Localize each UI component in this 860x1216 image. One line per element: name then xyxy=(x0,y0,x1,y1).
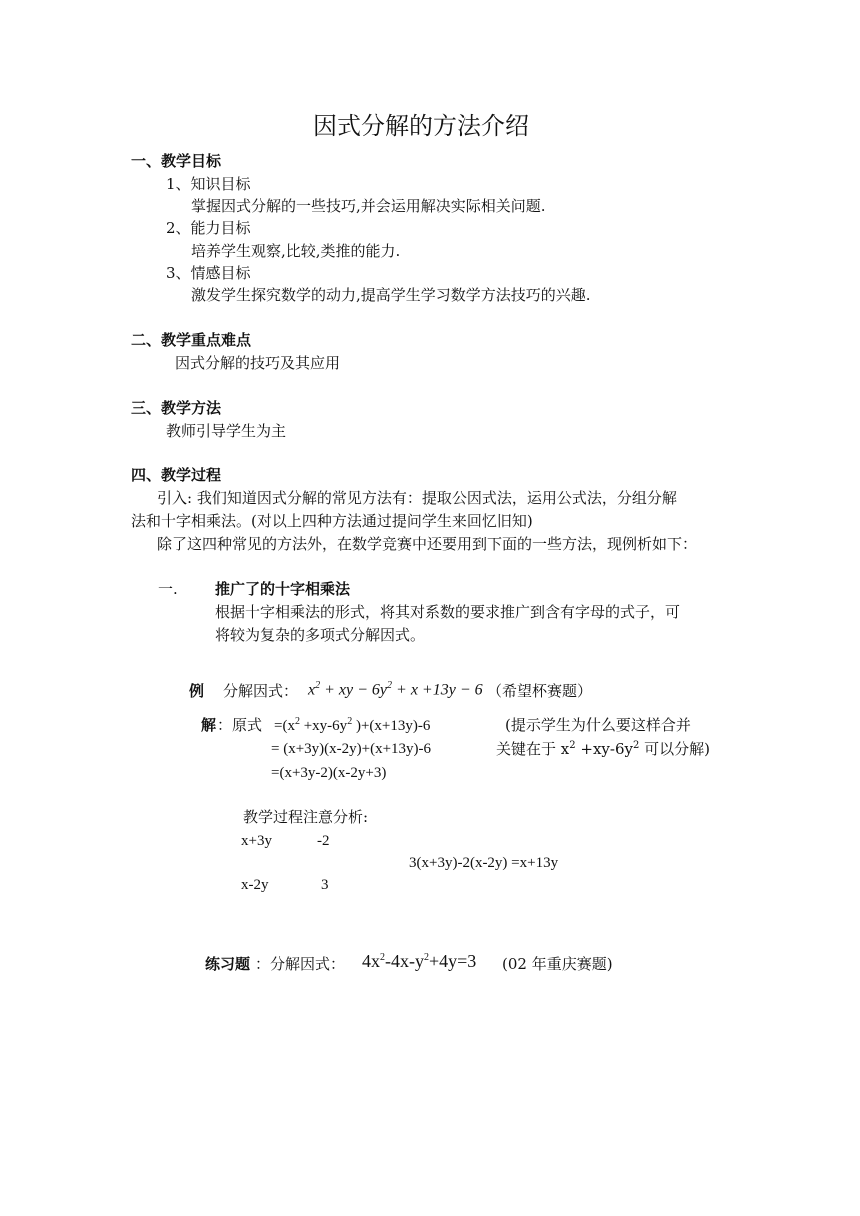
goal-2-text: 培养学生观察,比较,类推的能力. xyxy=(191,242,401,260)
page-title: 因式分解的方法介绍 xyxy=(313,112,529,140)
intro-line-2: 法和十字相乘法。(对以上四种方法通过提问学生来回忆旧知) xyxy=(131,512,533,530)
subsection-number: 一. xyxy=(158,580,178,598)
example-expression: $x^2$ + xy − $6y^2 + x +13y - 6$ xyxy=(308,680,483,699)
goal-1-text: 掌握因式分解的一些技巧,并会运用解决实际相关问题. xyxy=(191,197,546,215)
subsection-text-1: 根据十字相乘法的形式，将其对系数的要求推广到含有字母的式子，可 xyxy=(215,603,681,621)
analysis-title: 教学过程注意分析: xyxy=(243,808,369,826)
section-2-heading: 二、教学重点难点 xyxy=(131,331,252,349)
exercise-source: (02 年重庆赛题) xyxy=(502,955,613,973)
cross-result: 3(x+3y)-2(x-2y) =x+13y xyxy=(409,855,559,871)
goal-3-text: 激发学生探究数学的动力,提高学生学习数学方法技巧的兴趣. xyxy=(191,286,591,304)
cross-r2c2: 3 xyxy=(321,877,329,893)
solution-note-2: 关键在于 $x^2 +xy-6y^2$ 可以分解) xyxy=(496,740,710,758)
solution-prefix: ：原式 xyxy=(217,716,263,734)
example-label: 例 xyxy=(189,682,205,700)
exercise-label: 练习题 xyxy=(205,955,251,973)
cross-r1c1: x+3y xyxy=(241,833,272,849)
solution-note-1: (提示学生为什么要这样合并 xyxy=(505,716,691,734)
solution-line-3: =(x+3y-2)(x-2y+3) xyxy=(271,765,387,781)
exercise-expression: $4x^2-4x-y^2+4y=3$ xyxy=(362,951,477,971)
solution-line-1: $=(x^2 +xy-6y^2$ )+(x+13y)-6 xyxy=(274,716,431,734)
solution-line-2: = (x+3y)(x-2y)+(x+13y)-6 xyxy=(271,741,432,757)
cross-r2c1: x-2y xyxy=(241,877,269,893)
section-3-text: 教师引导学生为主 xyxy=(166,422,287,440)
example-source: （希望杯赛题） xyxy=(487,682,593,700)
goal-2-label: 2、能力目标 xyxy=(166,219,251,237)
intro-line-3: 除了这四种常见的方法外，在数学竞赛中还要用到下面的一些方法，现例析如下： xyxy=(157,535,698,553)
solution-label: 解 xyxy=(201,716,217,734)
goal-3-label: 3、情感目标 xyxy=(166,264,251,282)
subsection-heading: 推广了的十字相乘法 xyxy=(215,580,351,598)
cross-r1c2: -2 xyxy=(317,833,330,849)
exercise-prompt: ：分解因式： xyxy=(255,955,346,973)
section-2-text: 因式分解的技巧及其应用 xyxy=(175,354,341,372)
subsection-text-2: 将较为复杂的多项式分解因式。 xyxy=(215,626,426,644)
section-1-heading: 一、教学目标 xyxy=(131,152,222,170)
intro-line-1: 引入: 我们知道因式分解的常见方法有：提取公因式法，运用公式法，分组分解 xyxy=(157,489,677,507)
example-prompt: 分解因式： xyxy=(223,682,299,700)
goal-1-label: 1、知识目标 xyxy=(166,175,251,193)
section-4-heading: 四、教学过程 xyxy=(131,466,222,484)
section-3-heading: 三、教学方法 xyxy=(131,399,222,417)
